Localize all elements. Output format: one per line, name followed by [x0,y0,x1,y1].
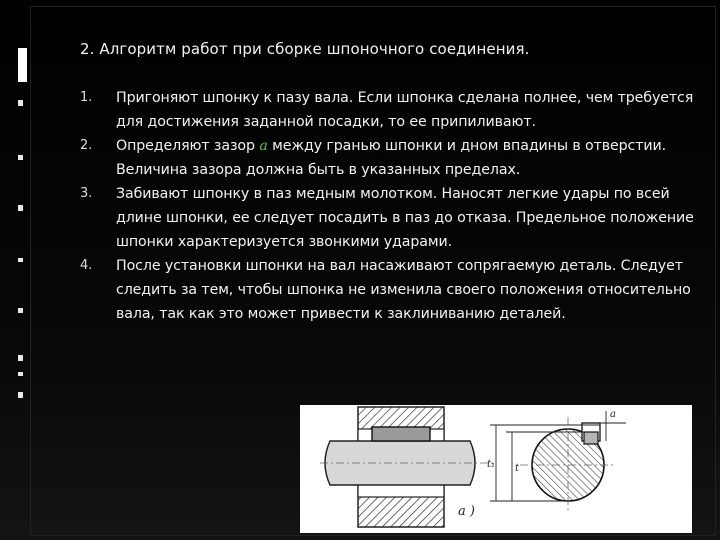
item-text: Забивают шпонку в паз медным молотком. Наносят легкие удары по всей длине шпонки, ее следует посадить в паз до отказа. Предельное положение шпонки характеризуется звонкими ударами. [116,186,694,250]
list-item [80,182,700,254]
slide-title: 2. Алгоритм работ при сборке шпоночного соединения. [80,40,530,58]
deco-bar-large [18,48,27,82]
item-number: 1. [80,90,93,105]
item-number: 2. [80,138,93,153]
key-joint-drawing [300,405,692,533]
item-number: 4. [80,258,93,273]
dim-label-t1: t₁ [487,459,496,470]
item-number: 3. [80,186,93,201]
deco-bar [18,100,23,106]
deco-bar [18,392,23,398]
item-text-after: между гранью шпонки и дном впадины в отверстии. Величина зазора должна быть в указанных пределах. [116,138,667,178]
deco-bar [18,308,23,313]
deco-bar [18,205,23,211]
drawing-svg [300,405,692,533]
figure-caption: а ) [458,504,475,519]
item-text-before: Определяют зазор [116,138,260,154]
deco-bar [18,372,23,376]
item-text: После установки шпонки на вал насаживают сопрягаемую деталь. Следует следить за тем, чтобы шпонка не изменила своего положения относительно вала, так как это может привести к заклиниванию деталей. [116,258,691,322]
dim-label-a: a [610,409,616,420]
deco-bar [18,155,23,160]
gap-variable: а [259,138,268,154]
deco-bar [18,355,23,361]
steps-list [80,86,700,326]
key-rect [372,427,430,441]
list-item [80,254,700,326]
list-item [80,134,700,182]
deco-bar [18,258,23,262]
dim-label-t: t [515,463,520,474]
item-text: Пригоняют шпонку к пазу вала. Если шпонка сделана полнее, чем требуется для достижения заданной посадки, то ее припиливают. [116,90,694,130]
list-item [80,86,700,134]
cross-section [520,417,616,513]
shaft [320,441,495,485]
